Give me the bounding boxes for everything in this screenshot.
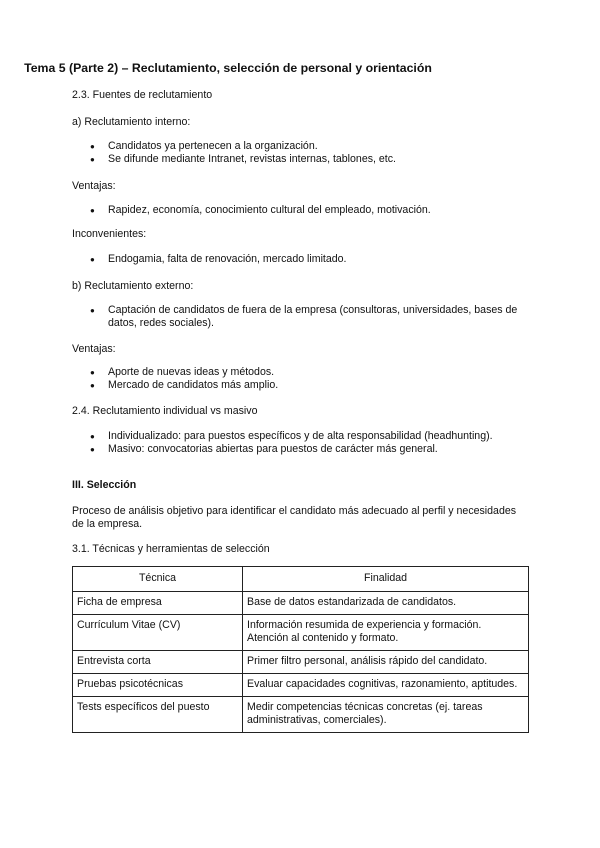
list-item: ● Individualizado: para puestos específicos y de alta responsabilidad (headhunting). xyxy=(72,430,528,443)
table-header-row xyxy=(73,567,529,592)
table-cell: Base de datos estandarizada de candidatos. xyxy=(243,592,529,615)
page-title: Tema 5 (Parte 2) – Reclutamiento, selección de personal y orientación xyxy=(24,61,432,75)
list-item: ● Endogamia, falta de renovación, mercado limitado. xyxy=(72,253,528,266)
table-row xyxy=(73,651,529,674)
list-item: ● Candidatos ya pertenecen a la organización. xyxy=(72,140,528,153)
heading-2-3: 2.3. Fuentes de reclutamiento xyxy=(72,89,213,101)
label-ventajas-interno: Ventajas: xyxy=(72,180,116,192)
list-item: ● Captación de candidatos de fuera de la empresa (consultoras, universidades, bases de datos, redes sociales). xyxy=(72,304,528,330)
table-row xyxy=(73,674,529,697)
table-header-tecnica: Técnica xyxy=(73,567,243,592)
table-cell: Evaluar capacidades cognitivas, razonamiento, aptitudes. xyxy=(243,674,529,697)
table-cell: Tests específicos del puesto xyxy=(73,697,243,733)
label-inconvenientes: Inconvenientes: xyxy=(72,228,147,240)
list-item: ● Rapidez, economía, conocimiento cultural del empleado, motivación. xyxy=(72,204,528,217)
table-cell: Entrevista corta xyxy=(73,651,243,674)
seleccion-intro: Proceso de análisis objetivo para identificar el candidato más adecuado al perfil y necesidades de la empresa. xyxy=(72,505,517,530)
list-individual-masivo xyxy=(72,430,528,456)
list-item: ● Se difunde mediante Intranet, revistas internas, tablones, etc. xyxy=(72,153,528,166)
list-interno xyxy=(72,140,528,166)
tecnicas-table xyxy=(72,566,529,733)
table-cell: Medir competencias técnicas concretas (ej. tareas administrativas, comerciales). xyxy=(243,697,529,733)
table-row xyxy=(73,592,529,615)
label-ventajas-externo: Ventajas: xyxy=(72,343,116,355)
list-ventajas-externo xyxy=(72,366,528,392)
table-row xyxy=(73,615,529,651)
table-row xyxy=(73,697,529,733)
heading-3-1: 3.1. Técnicas y herramientas de selección xyxy=(72,543,270,555)
table-header-finalidad: Finalidad xyxy=(243,567,529,592)
table-cell: Pruebas psicotécnicas xyxy=(73,674,243,697)
list-item: ● Mercado de candidatos más amplio. xyxy=(72,379,528,392)
heading-seleccion: III. Selección xyxy=(72,479,137,491)
list-item: ● Aporte de nuevas ideas y métodos. xyxy=(72,366,528,379)
heading-2-4: 2.4. Reclutamiento individual vs masivo xyxy=(72,405,258,417)
table-cell: Ficha de empresa xyxy=(73,592,243,615)
list-externo xyxy=(72,304,528,330)
list-ventajas-interno xyxy=(72,204,528,217)
label-reclutamiento-externo: b) Reclutamiento externo: xyxy=(72,280,194,292)
label-reclutamiento-interno: a) Reclutamiento interno: xyxy=(72,116,191,128)
table-cell: Primer filtro personal, análisis rápido del candidato. xyxy=(243,651,529,674)
table-cell: Currículum Vitae (CV) xyxy=(73,615,243,651)
list-inconvenientes xyxy=(72,253,528,266)
table-cell: Información resumida de experiencia y formación. Atención al contenido y formato. xyxy=(243,615,529,651)
list-item: ● Masivo: convocatorias abiertas para puestos de carácter más general. xyxy=(72,443,528,456)
